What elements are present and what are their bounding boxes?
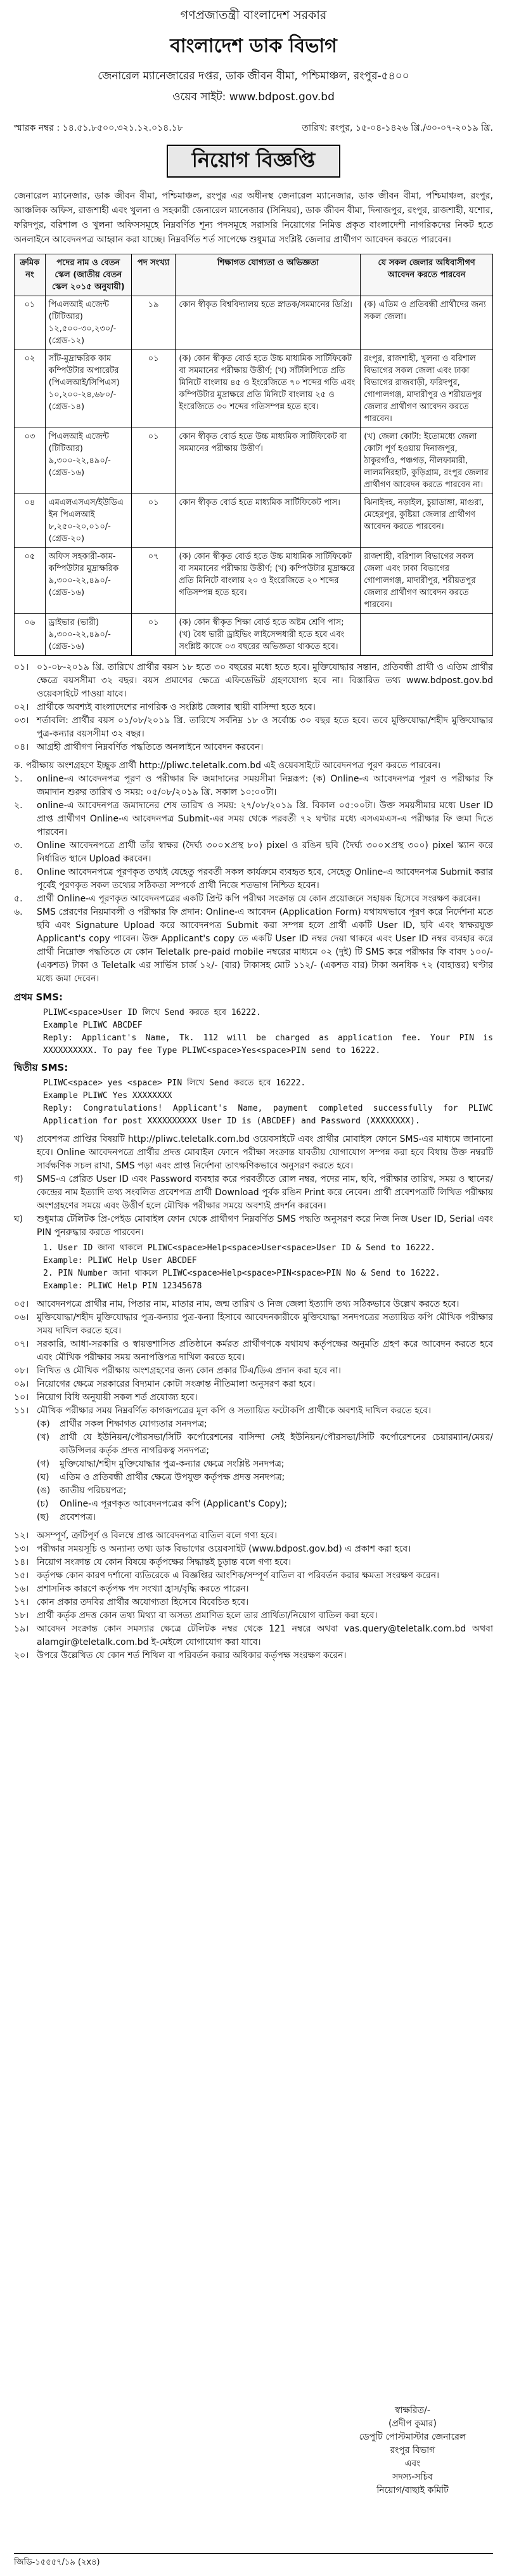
- list-item: (ছ) প্রবেশপত্র।: [37, 1512, 96, 1522]
- cell-post: অফিস সহকারী-কাম-কম্পিউটার মুদ্রাক্ষরিক ৯,৩০০-২২,৪৯০/- (গ্রেড-১৬): [45, 548, 131, 614]
- sms-instructions: [14, 991, 493, 1128]
- cell-count: ০১: [131, 614, 176, 656]
- notice-date: তারিখ: রংপুর, ১৫-০৪-১৪২৬ খ্রি./৩০-০৭-২০১৯ খ্রি.: [302, 123, 493, 133]
- cell-serial: ০৪: [15, 494, 46, 548]
- list-item: ২০। উপরে উল্লেখিত যে কোন শর্ত শিথিল বা পরিবর্তন করার অধিকার কর্তৃপক্ষ সংরক্ষণ করেন।: [14, 1651, 347, 1661]
- cell-qualification: কোন স্বীকৃত বোর্ড হতে মাধ্যমিক সার্টিফিকেট পাস।: [176, 494, 361, 548]
- general-conditions: [14, 1298, 493, 1524]
- list-item: গ) SMS-এ প্রেরিত User ID এবং Password ব্যবহার করে পরবর্তীতে রোল নম্বর, পদের নাম, ছবি, পরীক্ষার তারিখ, সময় ও স্থানের/কেন্দ্রের নাম ইত্যাদি তথ্য সংবলিত প্রবেশপত্র প্রার্থী Download পূর্বক রঙিন Print করে নেবেন। প্রার্থী প্রবেশপত্রটি লিখিত পরীক্ষায় অংশগ্রহণের সময়ে এবং উত্তীর্ণ হলে মৌখিক পরীক্ষার সময়ে অবশ্যই প্রদর্শন করবেন।: [14, 1174, 493, 1211]
- second-sms-block: PLIWC<space> yes <space> PIN লিখে Send করতে হবে 16222. Example PLIWC Yes XXXXXXXX Reply: Congratulations! Applicant's Name, payment completed successfully for PLIWC Application for post XXXXXXXXXX User ID is (ABCDEF) and Password (XXXXXXXX).: [43, 1078, 493, 1126]
- cell-districts: রংপুর, রাজশাহী, খুলনা ও বরিশাল বিভাগের সকল জেলা এবং ঢাকা বিভাগের রাজবাড়ী, ফরিদপুর, গোপালগঞ্জ, মাদারীপুর ও শরীয়তপুর জেলার প্রার্থীগণ আবেদন করতে পারবেন।: [361, 350, 493, 428]
- notice-header: [14, 6, 493, 107]
- table-row: [15, 548, 493, 614]
- cell-districts: ঝিনাইদহ, নড়াইল, চুয়াডাঙ্গা, মাগুরা, মেহেরপুর, কুষ্টিয়া জেলার প্রার্থীগণ আবেদন করতে পারবেন।: [361, 494, 493, 548]
- list-item: ১. online-এ আবেদনপত্র পূরণ ও পরীক্ষার ফি জমাদানের সময়সীমা নিম্নরূপ: (ক) Online-এ আবেদনপত্র পূরণ ও পরীক্ষার ফি জমাদান শুরুর তারিখ ও সময়: ০৫/০৮/২০১৯ খ্রি. সকাল ১০:০০টা।: [14, 774, 493, 797]
- final-conditions: [14, 1529, 493, 1663]
- list-item: ৫. প্রার্থী Online-এ পূরণকৃত আবেদনপত্রের একটি প্রিন্ট কপি পরীক্ষা সংক্রান্ত যে কোন প্রয়োজনে সহায়ক হিসেবে সংরক্ষণ করবেন।: [14, 894, 480, 904]
- cell-qualification: কোন স্বীকৃত বিশ্ববিদ্যালয় হতে স্নাতক/সমমানের ডিগ্রি।: [176, 296, 361, 350]
- conditions-section: [14, 661, 493, 754]
- list-item: ১২। অসম্পূর্ণ, ত্রুটিপূর্ণ ও বিলম্বে প্রাপ্ত আবেদনপত্র বাতিল বলে গণ্য হবে।: [14, 1531, 278, 1541]
- recovery-block: 1. User ID জানা থাকলে PLIWC<space>Help<space>User<space>User ID & Send to 16222. Example: PLIWC Help User ABCDEF 2. PIN Number জানা থাকলে PLIWC<space>Help<space>PIN<space>PIN No & Send to 16222. Example: PLIWC Help PIN 12345678: [43, 1243, 440, 1291]
- list-item: (চ) Online-এ পূরণকৃত আবেদনপত্রের কপি (Applicant's Copy);: [37, 1499, 288, 1509]
- cell-count: ০৭: [131, 548, 176, 614]
- col-post: পদের নাম ও বেতন স্কেল (জাতীয় বেতন স্কেল ২০১৫ অনুযায়ী): [45, 254, 131, 296]
- cell-serial: ০৩: [15, 428, 46, 494]
- list-item: ১৬। প্রশাসনিক কারণে কর্তৃপক্ষ পদ সংখ্যা হ্রাস/বৃদ্ধি করতে পারেন।: [14, 1584, 249, 1594]
- website: ওয়েব সাইট: www.bdpost.gov.bd: [172, 91, 335, 103]
- online-intro: ক. পরীক্ষায় অংশগ্রহণে ইচ্ছুক প্রার্থী http://pliwc.teletalk.com.bd এই ওয়েবসাইটে আবেদনপত্র পূরণ করতে পারবেন।: [14, 761, 441, 771]
- list-item: ৩. Online আবেদনপত্রে প্রার্থী তাঁর স্বাক্ষর (দৈর্ঘ্য ৩০০×প্রস্থ ৮০) pixel ও রঙিন ছবি (দৈর্ঘ্য ৩০০×প্রস্থ ৩০০) pixel স্ক্যান করে নির্ধারিত স্থানে Upload করবেন।: [14, 840, 493, 864]
- table-row: [15, 296, 493, 350]
- list-item: ১৫। কর্তৃপক্ষ কোন কারণ দর্শানো ব্যতিরেকে এ বিজ্ঞপ্তির আংশিক/সম্পূর্ণ বাতিল বা পরিবর্তন করার ক্ষমতা সংরক্ষণ করেন।: [14, 1571, 440, 1581]
- cell-qualification: (ক) কোন স্বীকৃত বোর্ড হতে উচ্চ মাধ্যমিক সার্টিফিকেট বা সমমানের পরীক্ষায় উত্তীর্ণ; (খ) সাঁটলিপিতে প্রতি মিনিটে বাংলায় ৪৫ ও ইংরেজিতে ৭০ শব্দের গতি এবং কম্পিউটার মুদ্রাক্ষরে প্রতি মিনিটে বাংলায় ২৫ ও ইংরেজিতে ৩০ শব্দের গতিসম্পন্ন হতে হবে।: [176, 350, 361, 428]
- online-application-section: [14, 759, 493, 986]
- cell-serial: ০৫: [15, 548, 46, 614]
- cell-qualification: (ক) কোন স্বীকৃত শিক্ষা বোর্ড হতে অষ্টম শ্রেণি পাস; (খ) বৈধ ভারী ড্রাইভিং লাইসেন্সধারী হতে হবে এবং সংশ্লিষ্ট কাজে ০৩ বছরের অভিজ্ঞতা থাকতে হবে।: [176, 614, 361, 656]
- cell-districts: (ক) এতিম ও প্রতিবন্ধী প্রার্থীদের জন্য সকল জেলা।: [361, 296, 493, 350]
- list-item: ১৩। পরীক্ষার সময়সূচি ও অন্যান্য তথ্য ডাক বিভাগের ওয়েবসাইট (www.bdpost.gov.bd) এ প্রকাশ করা হবে।: [14, 1544, 411, 1554]
- table-header-row: [15, 254, 493, 296]
- col-districts: যে সকল জেলার অধিবাসীগণ আবেদন করতে পারবেন: [361, 254, 493, 296]
- list-item: ২. online-এ আবেদনপত্র জমাদানের শেষ তারিখ ও সময়: ২৭/০৮/২০১৯ খ্রি. বিকাল ০৫:০০টা। উক্ত সময়সীমার মধ্যে User ID প্রাপ্ত প্রার্থীগণ Online-এ আবেদনপত্র Submit-এর সময় থেকে পরবর্তী ৭২ ঘণ্টার মধ্যে এসএমএস-এ পরীক্ষার ফি জমা দিতে পারবেন।: [14, 801, 493, 837]
- office-address: জেনারেল ম্যানেজারের দপ্তর, ডাক জীবন বীমা, পশ্চিমাঞ্চল, রংপুর-৫৪০০: [98, 70, 409, 82]
- list-item: ১০। নিয়োগ বিধি অনুযায়ী সকল শর্ত প্রযোজ্য হবে।: [14, 1392, 198, 1402]
- cell-count: ১৯: [131, 296, 176, 350]
- list-item: খ) প্রবেশপত্র প্রাপ্তির বিষয়টি http://pliwc.teletalk.com.bd ওয়েবসাইটে এবং প্রার্থীর মোবাইল ফোনে SMS-এর মাধ্যমে জানানো হবে। Online আবেদনপত্রে প্রার্থীর প্রদত্ত মোবাইল ফোনে পরীক্ষা সংক্রান্ত যাবতীয় যোগাযোগ সম্পন্ন করা হবে বিধায় উক্ত নম্বরটি সার্বক্ষণিক সচল রাখা, SMS পড়া এবং প্রাপ্ত নির্দেশনা তাৎক্ষণিকভাবে অনুসরণ করতে হবে।: [14, 1134, 493, 1171]
- signature-block: স্বাক্ষরিত/- (প্রদীপ কুমার) ডেপুটি পোস্টমাস্টার জেনারেল রংপুর বিভাগ এবং সদস্য-সচিব নিয়োগ/বাছাই কমিটি: [359, 2405, 466, 2495]
- list-item: ০৫। আবেদনপত্রে প্রার্থীর নাম, পিতার নাম, মাতার নাম, জন্ম তারিখ ও নিজ জেলা ইত্যাদি তথ্য সঠিকভাবে উল্লেখ করতে হবে।: [14, 1299, 459, 1309]
- first-sms-block: PLIWC<space>User ID লিখে Send করতে হবে 16222. Example PLIWC ABCDEF Reply: Applicant's Name, Tk. 112 will be charged as application fee. Your PIN is XXXXXXXXXX. To pay fee Type PLIWC<space>Yes<space>PIN send to 16222.: [43, 1008, 493, 1056]
- list-item: (ক) প্রার্থীর সকল শিক্ষাগত যোগ্যতার সনদপত্র;: [37, 1419, 207, 1429]
- table-row: [15, 614, 493, 656]
- first-sms-label: প্রথম SMS:: [14, 991, 63, 1003]
- list-item: ৬. SMS প্রেরণের নিয়মাবলী ও পরীক্ষার ফি প্রদান: Online-এ আবেদন (Application Form) যথাযথভাবে পূরণ করে নির্দেশনা মতে ছবি এবং Signature Upload করে আবেদনপত্র Submit করা সম্পন্ন হলে প্রার্থী একটি User ID, ছবি এবং স্বাক্ষরযুক্ত Applicant's copy পাবেন। উক্ত Applicant's copy তে একটি User ID নম্বর দেয়া থাকবে এবং User ID নম্বর ব্যবহার করে প্রার্থী নিম্নোক্ত পদ্ধতিতে যে কোন Teletalk pre-paid mobile নম্বরের মাধ্যমে ০২ (দুই) টি SMS করে পরীক্ষার ফি বাবদ ১০০/- (একশত) টাকা ও Teletalk এর সার্ভিস চার্জ ১২/- (বার) টাকাসহ মোট ১১২/- (একশত বার) টাকা অনধিক ৭২ (বাহাত্তর) ঘণ্টার মধ্যে জমা দেবেন।: [14, 907, 493, 984]
- list-item: ১১। মৌখিক পরীক্ষার সময় নিম্নবর্ণিত কাগজপত্রের মূল কপি ও সত্যায়িত ফটোকপি প্রার্থীকে অবশ্যই দাখিল করতে হবে।: [14, 1406, 432, 1416]
- cell-post: পিএলআই এজেন্ট (টিটিআর) ৯,৩০০-২২,৪৯০/- (গ্রেড-১৬): [45, 428, 131, 494]
- intro-paragraph: জেনারেল ম্যানেজার, ডাক জীবন বীমা, পশ্চিমাঞ্চল, রংপুর এর অধীনস্থ জেনারেল ম্যানেজার, ডাক জীবন বীমা, পশ্চিমাঞ্চল, রংপুর, আঞ্চলিক অফিস, রাজশাহী এবং খুলনা ও সহকারী জেনারেল ম্যানেজার (সিনিয়র), ডাক জীবন বীমা, দিনাজপুর, রংপুর, রাজশাহী, যশোর, ফরিদপুর, বরিশাল ও খুলনা অফিসসমূহে নিম্নবর্ণিত শূন্য পদসমূহে সরাসরি নিয়োগের নিমিত্ত প্রকৃত বাংলাদেশী নাগরিকদের নিকট হতে অনলাইনে আবেদনপত্র আহ্বান করা যাচ্ছে। নিম্নবর্ণিত শর্ত সাপেক্ষে শুধুমাত্র সংশ্লিষ্ট জেলার প্রার্থীগণ আবেদন করতে পারবেন।: [14, 191, 493, 245]
- documents-list: [37, 1418, 493, 1524]
- cell-post: এমএলএসএস/ইউডিএ ইন পিএলআই ৮,২৫০-২০,০১০/- (গ্রেড-২০): [45, 494, 131, 548]
- cell-post: সাঁট-মুদ্রাক্ষরিক কাম কম্পিউটার অপারেটর (পিএলআই/সিপিএস) ১০,২০০-২৪,৬৮০/- (গ্রেড-১৪): [45, 350, 131, 428]
- memo-number: স্মারক নম্বর : ১৪.৫১.৮৫০০.৩২১.১২.০১৪.১৮: [14, 123, 183, 133]
- cell-count: ০১: [131, 494, 176, 548]
- cell-serial: ০১: [15, 296, 46, 350]
- cell-districts: রাজশাহী, বরিশাল বিভাগের সকল জেলা এবং ঢাকা বিভাগের গোপালগঞ্জ, মাদারীপুর, শরীয়তপুর জেলার প্রার্থীগণ আবেদন করতে পারবেন।: [361, 548, 493, 614]
- table-row: [15, 350, 493, 428]
- department-name: বাংলাদেশ ডাক বিভাগ: [170, 35, 337, 57]
- list-item: ০৯। নিয়োগের ক্ষেত্রে সরকারের বিদ্যমান কোটা সংক্রান্ত নীতিমালা অনুসরণ করা হবে।: [14, 1379, 316, 1389]
- vacancy-table: [14, 254, 493, 656]
- cell-districts: (খ) জেলা কোটা: ইতোমধ্যে জেলা কোটা পূর্ণ হওয়ায় দিনাজপুর, ঠাকুরগাঁও, পঞ্চগড়, নীলফামারী, লালমনিরহাট, কুড়িগ্রাম, রংপুর জেলার প্রার্থীগণ আবেদন করতে পারবেন না।: [361, 428, 493, 494]
- cell-count: ০১: [131, 428, 176, 494]
- list-item: ০৩। শর্তাবলি: প্রার্থীর বয়স ০১/০৮/২০১৯ খ্রি. তারিখে সর্বনিম্ন ১৮ ও সর্বোচ্চ ৩০ বছর হতে হবে। তবে মুক্তিযোদ্ধা/শহীদ মুক্তিযোদ্ধার পুত্র-কন্যার বয়সসীমা ৩২ বছর।: [14, 716, 493, 739]
- list-item: (ঙ) জাতীয় পরিচয়পত্র;: [37, 1486, 127, 1496]
- list-item: ৪. Online আবেদনপত্রে পূরণকৃত তথ্যই যেহেতু পরবর্তী সকল কার্যক্রমে ব্যবহৃত হবে, সেহেতু Online-এ আবেদনপত্র Submit করার পূর্বেই পূরণকৃত সকল তথ্যের সঠিকতা সম্পর্কে প্রার্থী নিজে শতভাগ নিশ্চিত হবেন।: [14, 867, 493, 891]
- list-item: ১৮। প্রার্থী কর্তৃক প্রদত্ত কোন তথ্য মিথ্যা বা অসত্য প্রমাণিত হলে তার প্রার্থিতা/নিয়োগ বাতিল করা হবে।: [14, 1611, 378, 1621]
- list-item: ০২। প্রার্থীকে অবশ্যই বাংলাদেশের নাগরিক ও সংশ্লিষ্ট জেলার স্থায়ী বাসিন্দা হতে হবে।: [14, 702, 316, 712]
- col-qualification: শিক্ষাগত যোগ্যতা ও অভিজ্ঞতা: [176, 254, 361, 296]
- list-item: (গ) মুক্তিযোদ্ধা/শহীদ মুক্তিযোদ্ধার পুত্র-কন্যার ক্ষেত্রে সংশ্লিষ্ট সনদপত্র;: [37, 1459, 285, 1469]
- list-item: ০৪। আগ্রহী প্রার্থীগণ নিম্নবর্ণিত পদ্ধতিতে অনলাইনে আবেদন করবেন।: [14, 742, 264, 752]
- table-row: [15, 428, 493, 494]
- cell-qualification: কোন স্বীকৃত বোর্ড হতে উচ্চ মাধ্যমিক সার্টিফিকেট বা সমমানের পরীক্ষায় উত্তীর্ণ।: [176, 428, 361, 494]
- list-item: (ঘ) এতিম ও প্রতিবন্ধী প্রার্থীর ক্ষেত্রে উপযুক্ত কর্তৃপক্ষ প্রদত্ত সনদপত্র;: [37, 1472, 285, 1482]
- govt-name: গণপ্রজাতন্ত্রী বাংলাদেশ সরকার: [180, 8, 327, 22]
- cell-serial: ০৬: [15, 614, 46, 656]
- list-item: (খ) প্রার্থী যে ইউনিয়ন/পৌরসভা/সিটি কর্পোরেশনের বাসিন্দা সেই ইউনিয়ন/পৌরসভা/সিটি কর্পোরেশনের চেয়ারম্যান/মেয়র/কাউন্সিলর কর্তৃক প্রদত্ত নাগরিকত্ব সনদপত্র;: [37, 1432, 493, 1456]
- table-row: [15, 494, 493, 548]
- cell-serial: ০২: [15, 350, 46, 428]
- list-item: ১৯। আবেদন সংক্রান্ত কোন সমস্যার ক্ষেত্রে টেলিটক নম্বর থেকে 121 নম্বরে অথবা vas.query@teletalk.com.bd অথবা alamgir@teletalk.com.bd ই-মেইলে যোগাযোগ করা যাবে।: [14, 1624, 493, 1647]
- reference-row: [14, 121, 493, 136]
- notes-section: [14, 1133, 493, 1293]
- list-item: ০৬। মুক্তিযোদ্ধা/শহীদ মুক্তিযোদ্ধার পুত্র-কন্যার পুত্র-কন্যা হিসাবে আবেদনকারীকে মুক্তিযোদ্ধা সনদপত্রের সত্যায়িত কপি মৌখিক পরীক্ষার সময় দাখিল করতে হবে।: [14, 1312, 493, 1336]
- cell-districts: [361, 614, 493, 656]
- list-item: ০১। ০১-০৮-২০১৯ খ্রি. তারিখে প্রার্থীর বয়স ১৮ হতে ৩০ বছরের মধ্যে হতে হবে। মুক্তিযোদ্ধার সন্তান, প্রতিবন্ধী প্রার্থী ও এতিম প্রার্থীর ক্ষেত্রে বয়সসীমা ৩২ বছর। বয়স প্রমাণের ক্ষেত্রে এফিডেভিট গ্রহণযোগ্য হবে না। বিস্তারিত তথ্য www.bdpost.gov.bd ওয়েবসাইটে পাওয়া যাবে।: [14, 662, 493, 699]
- cell-count: ০১: [131, 350, 176, 428]
- footer-code: জিডি-১৫৫৫৭/১৯ (২x৪): [14, 2553, 493, 2570]
- cell-post: পিএলআই এজেন্ট (টিটিআর) ১২,৫০০-৩০,২৩০/- (গ্রেড-১২): [45, 296, 131, 350]
- col-serial: ক্রমিক নং: [15, 254, 46, 296]
- list-item: ০৮। লিখিত ও মৌখিক পরীক্ষায় অংশগ্রহণের জন্য কোন প্রকার টিএ/ডিএ প্রদান করা হবে না।: [14, 1366, 341, 1376]
- list-item: ০৭। সরকারি, আধা-সরকারি ও স্বায়ত্তশাসিত প্রতিষ্ঠানে কর্মরত প্রার্থীগণকে যথাযথ কর্তৃপক্ষের অনুমতি গ্রহণ করে আবেদন করতে হবে এবং মৌখিক পরীক্ষার সময় অনাপত্তিপত্র দাখিল করতে হবে।: [14, 1339, 493, 1363]
- list-item: ১৭। কোন প্রকার তদবির প্রার্থীর অযোগ্যতা হিসেবে বিবেচিত হবে।: [14, 1597, 249, 1607]
- cell-post: ড্রাইভার (ভারী) ৯,৩০০-২২,৪৯০/- (গ্রেড-১৬): [45, 614, 131, 656]
- cell-qualification: (ক) কোন স্বীকৃত বোর্ড হতে উচ্চ মাধ্যমিক সার্টিফিকেট বা সমমানের পরীক্ষায় উত্তীর্ণ; (খ) কম্পিউটার মুদ্রাক্ষরে প্রতি মিনিটে বাংলায় ২০ ও ইংরেজিতে ২০ শব্দের গতিসম্পন্ন হতে হবে।: [176, 548, 361, 614]
- notice-title: নিয়োগ বিজ্ঞপ্তি: [167, 145, 340, 178]
- col-count: পদ সংখ্যা: [131, 254, 176, 296]
- list-item: ১৪। নিয়োগ সংক্রান্ত যে কোন বিষয়ে কর্তৃপক্ষের সিদ্ধান্তই চূড়ান্ত বলে গণ্য হবে।: [14, 1557, 292, 1567]
- second-sms-label: দ্বিতীয় SMS:: [14, 1062, 68, 1073]
- list-item: ঘ) শুধুমাত্র টেলিটক প্রি-পেইড মোবাইল ফোন থেকে প্রার্থীগণ নিম্নবর্ণিত SMS পদ্ধতি অনুসরণ করে নিজ নিজ User ID, Serial এবং PIN পুনরুদ্ধার করতে পারবেন।: [14, 1214, 493, 1238]
